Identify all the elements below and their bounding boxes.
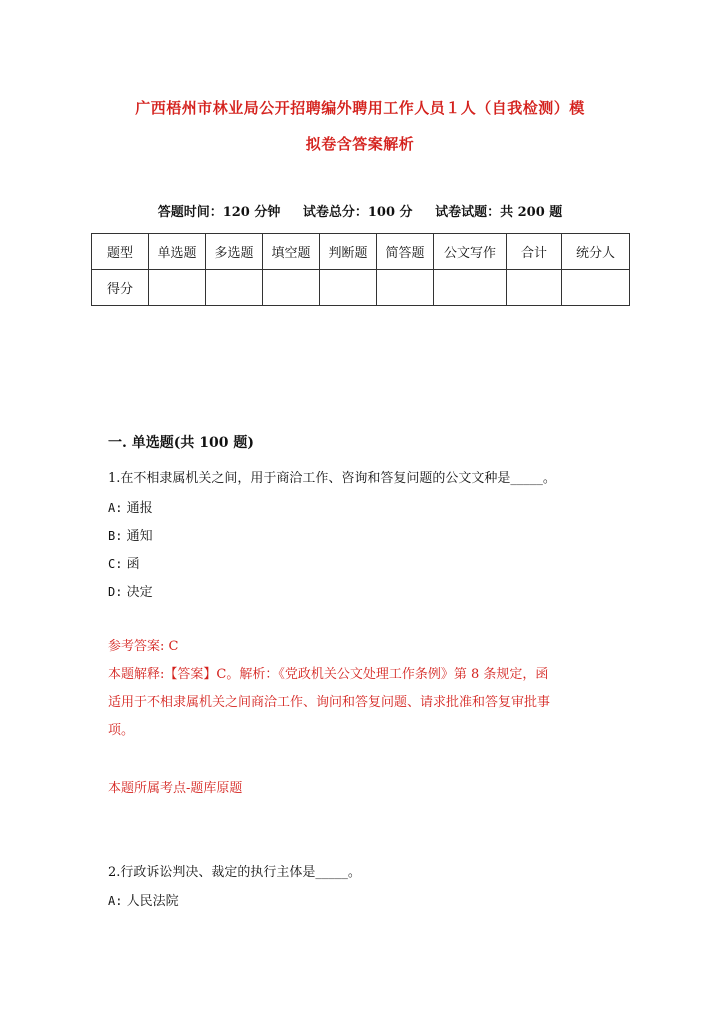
option-letter: A: [108, 501, 123, 515]
option-text: 决定 [126, 585, 153, 600]
question-1-option-b [108, 525, 153, 544]
exam-time: 答题时间：120 分钟 [157, 205, 281, 220]
option-letter: A: [108, 894, 123, 908]
score-header-cell: 判断题 [320, 234, 377, 270]
question-1-topic: 本题所属考点-题库原题 [108, 781, 243, 796]
score-table-header-row [92, 234, 630, 270]
score-cell [562, 270, 630, 306]
question-1-option-d [108, 581, 153, 600]
title-line-2: 拟卷含答案解析 [305, 135, 415, 153]
score-header-cell: 题型 [92, 234, 149, 270]
title-line-1: 广西梧州市林业局公开招聘编外聘用工作人员１人（自我检测）模 [135, 99, 585, 117]
question-1-option-c [108, 553, 140, 572]
exam-question-count: 试卷试题：共 200 题 [435, 205, 563, 220]
question-1-option-a [108, 497, 153, 516]
question-1-explanation-line-2: 适用于不相隶属机关之间商洽工作、询问和答复问题、请求批准和答复审批事 [108, 695, 551, 710]
score-header-cell: 统分人 [562, 234, 630, 270]
question-2-stem: 2.行政诉讼判决、裁定的执行主体是_____。 [108, 865, 361, 880]
exam-total-score: 试卷总分：100 分 [302, 205, 413, 220]
score-table [91, 233, 630, 306]
exam-info [0, 201, 720, 220]
question-1-explanation-line-1: 本题解释:【答案】C。解析：《党政机关公文处理工作条例》第 8 条规定，函 [108, 667, 549, 682]
option-text: 人民法院 [126, 894, 179, 909]
score-header-cell: 合计 [507, 234, 562, 270]
option-text: 通知 [126, 529, 153, 544]
score-row-label: 得分 [92, 270, 149, 306]
score-cell [434, 270, 507, 306]
score-header-cell: 多选题 [206, 234, 263, 270]
score-cell [507, 270, 562, 306]
score-cell [206, 270, 263, 306]
score-header-cell: 公文写作 [434, 234, 507, 270]
score-cell [149, 270, 206, 306]
score-cell [320, 270, 377, 306]
score-header-cell: 单选题 [149, 234, 206, 270]
score-header-cell: 填空题 [263, 234, 320, 270]
question-1-stem: 1.在不相隶属机关之间，用于商洽工作、咨询和答复问题的公文文种是_____。 [108, 471, 556, 486]
score-cell [263, 270, 320, 306]
question-1-explanation-line-3: 项。 [108, 723, 135, 738]
option-text: 通报 [126, 501, 153, 516]
document-title [100, 90, 620, 162]
question-2-option-a [108, 890, 179, 909]
question-1-answer: 参考答案: C [108, 639, 179, 654]
score-cell [377, 270, 434, 306]
option-letter: B: [108, 529, 123, 543]
option-letter: D: [108, 585, 123, 599]
section-heading: 一. 单选题(共 100 题) [108, 435, 254, 451]
score-table-score-row [92, 270, 630, 306]
score-header-cell: 简答题 [377, 234, 434, 270]
option-letter: C: [108, 557, 123, 571]
option-text: 函 [126, 557, 140, 572]
